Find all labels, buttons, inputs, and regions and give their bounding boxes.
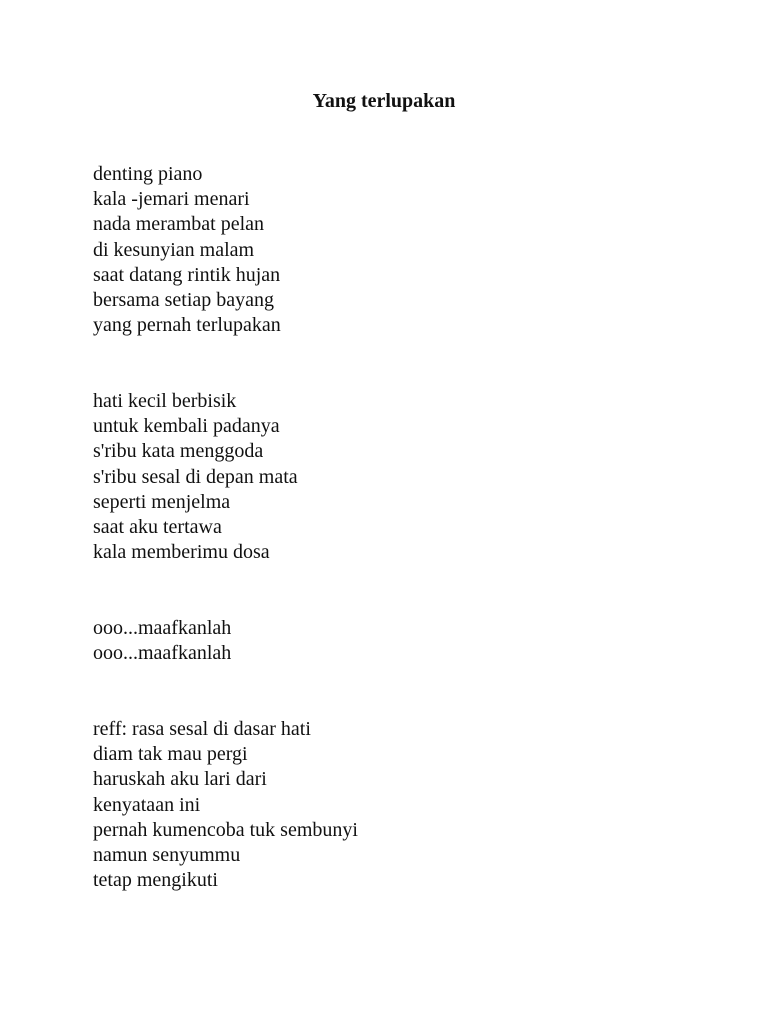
poem-line: denting piano xyxy=(93,163,203,185)
document-title: Yang terlupakan xyxy=(312,90,456,112)
poem-line: untuk kembali padanya xyxy=(93,415,280,438)
poem-line: nada merambat pelan xyxy=(93,213,265,236)
poem-line: di kesunyian malam xyxy=(93,238,255,261)
stanza-1 xyxy=(93,162,281,338)
poem-line: saat aku tertawa xyxy=(93,516,222,539)
poem-line: diam tak mau pergi xyxy=(93,743,248,766)
poem-line: s'ribu sesal di depan mata xyxy=(93,465,298,488)
poem-line: hati kecil berbisik xyxy=(93,390,237,412)
poem-line: reff: rasa sesal di dasar hati xyxy=(93,718,311,740)
poem-line: ooo...maafkanlah xyxy=(93,617,232,639)
poem-line: tetap mengikuti xyxy=(93,869,218,892)
poem-line: pernah kumencoba tuk sembunyi xyxy=(93,818,358,841)
poem-line: kenyataan ini xyxy=(93,793,201,816)
poem-line: ooo...maafkanlah xyxy=(93,642,232,665)
poem-line: kala memberimu dosa xyxy=(93,541,270,564)
poem-line: yang pernah terlupakan xyxy=(93,314,281,337)
poem-line: namun senyummu xyxy=(93,844,241,867)
stanza-2 xyxy=(93,389,298,565)
poem-line: seperti menjelma xyxy=(93,490,231,513)
poem-line: haruskah aku lari dari xyxy=(93,768,267,791)
stanza-4-refrain xyxy=(93,717,358,893)
poem-line: saat datang rintik hujan xyxy=(93,263,281,286)
poem-line: kala -jemari menari xyxy=(93,188,250,211)
poem-line: s'ribu kata menggoda xyxy=(93,440,264,463)
stanza-3 xyxy=(93,616,231,666)
poem-line: bersama setiap bayang xyxy=(93,289,275,312)
